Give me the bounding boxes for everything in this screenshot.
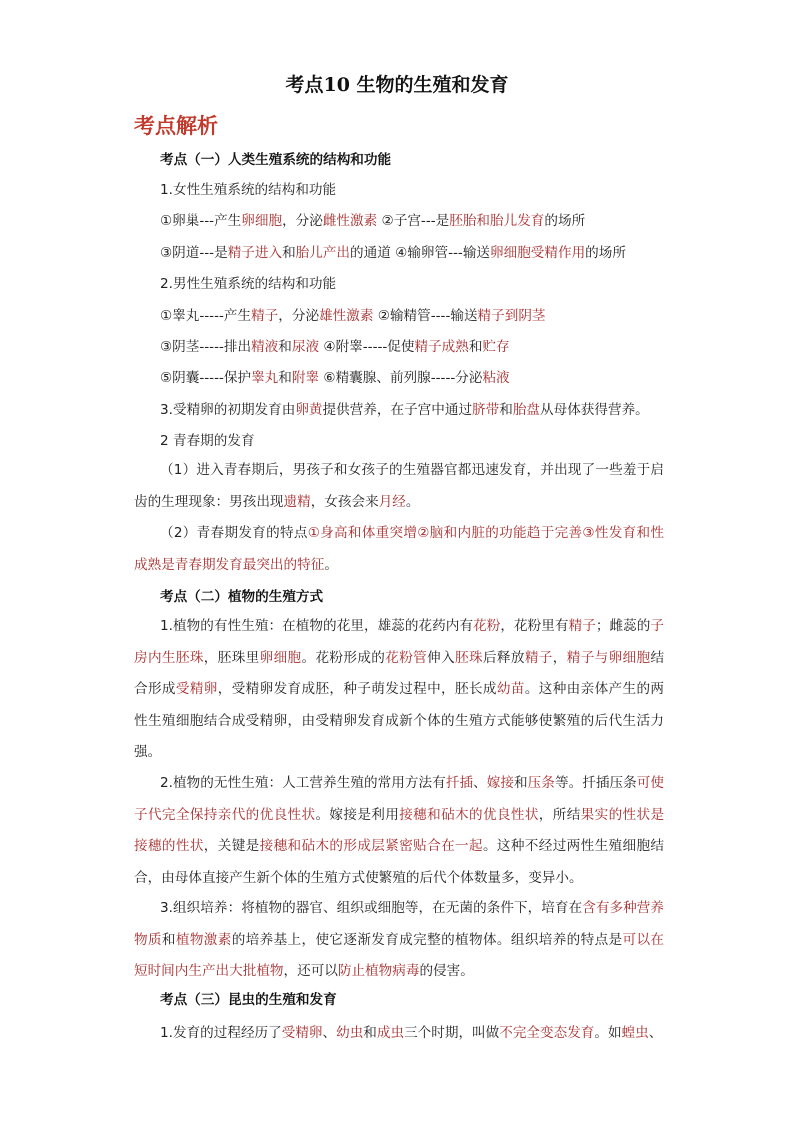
text-run: 1.发育的过程经历了: [160, 1025, 282, 1041]
highlighted-term: 卵黄: [295, 402, 323, 418]
highlighted-term: 精子到阴茎: [477, 308, 546, 324]
text-run: ，还可以: [283, 963, 338, 979]
text-run: ①卵巢---产生: [160, 213, 242, 229]
highlighted-term: 可使子代完全保持亲代的优良性状: [134, 775, 665, 823]
highlighted-term: 嫁接: [486, 775, 515, 791]
highlighted-term: 扦插: [445, 775, 474, 791]
text-run: 、: [473, 775, 487, 791]
text-run: 后释放: [482, 649, 525, 666]
text-run: 结合形成: [134, 649, 665, 697]
text-run: 1.女性生殖系统的结构和功能: [160, 182, 337, 198]
highlighted-term: 精子成熟: [414, 339, 469, 355]
highlighted-term: 不完全变态发育: [499, 1025, 595, 1041]
text-run: 和: [514, 775, 528, 791]
text-line: [160, 274, 336, 294]
text-run: ③阴道---是: [160, 245, 228, 261]
text-run: ，受精卵发育成胚，种子萌发过程中，胚长成: [217, 681, 497, 697]
text-run: 。花粉形成的: [301, 649, 386, 666]
text-run: 考点（三）昆虫的生殖和发育: [160, 992, 337, 1008]
text-run: 的通道 ④输卵管---输送: [350, 245, 491, 261]
text-run: ，分泌: [278, 308, 320, 324]
text-run: ②子宫---是: [377, 213, 450, 229]
text-run: 和: [278, 370, 292, 386]
highlighted-term: 月经: [378, 493, 406, 510]
highlighted-term: 含有多种营养物质: [134, 900, 665, 948]
text-run: 3.受精卵的初期发育由: [160, 402, 296, 418]
text-run: 等。扦插压条: [554, 775, 637, 791]
highlighted-term: 卵细胞: [241, 213, 283, 229]
highlighted-term: 可以在短时间内生产出大批植物: [134, 931, 665, 979]
highlighted-term: 卵细胞: [259, 649, 302, 666]
highlighted-term: 精子进入: [227, 245, 283, 261]
highlighted-term: 精液: [251, 339, 279, 355]
text-run: 考点（一）人类生殖系统的结构和功能: [160, 152, 392, 168]
text-run: ，: [552, 649, 567, 666]
text-line: [160, 180, 336, 200]
text-run: ，花粉里有: [500, 618, 569, 634]
highlighted-term: 蝗虫: [621, 1025, 649, 1041]
highlighted-term: 胎盘: [512, 402, 541, 418]
highlighted-term: 雌性激素: [322, 213, 378, 229]
text-run: 和: [468, 339, 483, 355]
text-run: 和: [278, 339, 292, 355]
text-run: 2.植物的无性生殖：人工营养生殖的常用方法有: [160, 775, 446, 791]
highlighted-term: 尿液: [291, 339, 320, 355]
text-run: 1.植物的有性生殖：在植物的花里，雄蕊的花药内有: [160, 618, 474, 634]
text-run: ③阴茎-----排出: [160, 339, 252, 355]
highlighted-term: 植物激素: [175, 931, 232, 948]
text-run: 。嫁接是利用: [315, 806, 400, 823]
text-line: [160, 337, 510, 357]
text-run: ②输精管----输送: [373, 308, 478, 324]
highlighted-term: 精子: [524, 649, 553, 666]
highlighted-term: 受精作用: [530, 245, 586, 261]
text-line: [160, 400, 649, 420]
text-line: [160, 306, 546, 326]
text-run: 和: [282, 245, 296, 261]
text-run: 3.组织培养：将植物的器官、组织或细胞等，在无菌的条件下，培育在: [160, 900, 583, 916]
highlighted-term: ①身高和体重突增②脑和内脏的功能趋于完善③性发育和性成熟是青春期发育最突出的特征: [134, 525, 664, 573]
paragraph: [134, 768, 664, 894]
text-run: ⑤阴囊-----保护: [160, 370, 252, 386]
paragraph: [134, 1018, 664, 1050]
highlighted-term: 卵细胞: [490, 245, 531, 261]
text-run: 考点（二）植物的生殖方式: [160, 589, 324, 605]
page-title: 考点10 生物的生殖和发育: [285, 74, 509, 96]
highlighted-term: 果实的性状是接穗的性状: [134, 806, 665, 854]
text-line: [160, 368, 510, 388]
highlighted-term: 压条: [527, 775, 555, 791]
text-run: 的场所: [544, 213, 586, 229]
highlighted-term: 睾丸: [251, 370, 279, 386]
text-run: ；雌蕊的: [595, 618, 651, 634]
highlighted-term: 精子: [251, 308, 279, 324]
text-run: 和: [161, 931, 176, 948]
highlighted-term: 附睾: [291, 370, 320, 386]
highlighted-term: 子房内生胚珠: [134, 618, 665, 666]
text-run: 。: [405, 493, 420, 510]
highlighted-term: 精子与卵细胞: [566, 649, 651, 666]
text-run: ①睾丸-----产生: [160, 308, 252, 324]
highlighted-term: 幼苗: [496, 681, 525, 697]
text-run: ，胚珠里: [203, 649, 260, 666]
text-run: 和: [363, 1025, 377, 1041]
highlighted-term: 精子: [568, 618, 596, 634]
highlighted-term: 成虫: [376, 1025, 405, 1041]
subsection-heading: [160, 150, 391, 170]
text-run: 的场所: [585, 245, 626, 261]
highlighted-term: 防止植物病毒: [337, 963, 420, 979]
subsection-heading: [160, 587, 323, 607]
text-run: 的培养基上，使它逐渐发育成完整的植物体。组织培养的特点是: [231, 931, 623, 948]
text-run: 2 青春期的发育: [160, 433, 255, 449]
highlighted-term: 胚珠: [455, 649, 483, 666]
text-run: 、: [322, 1025, 337, 1041]
highlighted-term: 胚胎和胎儿发育: [449, 213, 545, 229]
text-run: ，女孩会来: [310, 493, 379, 510]
text-line: [160, 211, 585, 231]
text-run: 。这种不经过两性生殖细胞结合，由母体直接产生新个体的生殖方式使繁殖的后代个体数量多，变异小。: [134, 838, 665, 886]
section-heading: 考点解析: [134, 113, 218, 138]
subsection-heading: [160, 990, 337, 1010]
text-run: 从母体获得营养。: [540, 402, 649, 418]
text-run: 。这种由亲体产生的两性生殖细胞结合成受精卵，由受精卵发育成新个体的生殖方式能够使繁殖的后代生活力强。: [134, 681, 665, 760]
highlighted-term: 幼虫: [336, 1025, 364, 1041]
paragraph: [134, 893, 664, 988]
text-line: [160, 431, 255, 451]
paragraph: [134, 455, 664, 518]
text-run: ，所结: [538, 806, 581, 823]
text-run: 2.男性生殖系统的结构和功能: [160, 276, 337, 292]
highlighted-term: 脐带: [472, 402, 500, 418]
highlighted-term: 接穗和砧木的优良性状: [399, 806, 539, 823]
text-run: 。如: [594, 1025, 622, 1041]
text-run: （1）进入青春期后，男孩子和女孩子的生殖器官都迅速发育，并出现了一些羞于启齿的生理现象：男孩出现: [134, 462, 664, 510]
text-run: ④附睾-----促使: [319, 339, 415, 355]
text-run: ，关键是: [203, 838, 260, 854]
highlighted-term: 接穗和砧木的形成层紧密贴合在一起: [259, 838, 483, 854]
highlighted-term: 胎儿产出: [295, 245, 351, 261]
text-run: ⑥精囊腺、前列腺-----分泌: [319, 370, 483, 386]
text-run: 提供营养，在子宫中通过: [322, 402, 473, 418]
text-run: 伸入: [427, 649, 456, 666]
text-run: （2）青春期发育的特点: [160, 525, 308, 541]
highlighted-term: 受精卵: [281, 1025, 323, 1041]
paragraph: [134, 611, 664, 769]
text-run: 和: [499, 402, 513, 418]
highlighted-term: 花粉管: [385, 649, 428, 666]
highlighted-term: 贮存: [482, 339, 510, 355]
highlighted-term: 遗精: [283, 493, 311, 510]
text-run: 的侵害。: [419, 963, 474, 979]
highlighted-term: 粘液: [482, 370, 510, 386]
highlighted-term: 花粉: [473, 618, 501, 634]
highlighted-term: 受精卵: [175, 681, 218, 697]
paragraph: [134, 518, 664, 581]
highlighted-term: 雄性激素: [319, 308, 374, 324]
text-run: ，分泌: [282, 213, 323, 229]
text-line: [160, 243, 626, 263]
text-run: 。: [324, 556, 338, 573]
text-run: 、: [648, 1025, 663, 1041]
text-run: 三个时期，叫做: [404, 1025, 500, 1041]
